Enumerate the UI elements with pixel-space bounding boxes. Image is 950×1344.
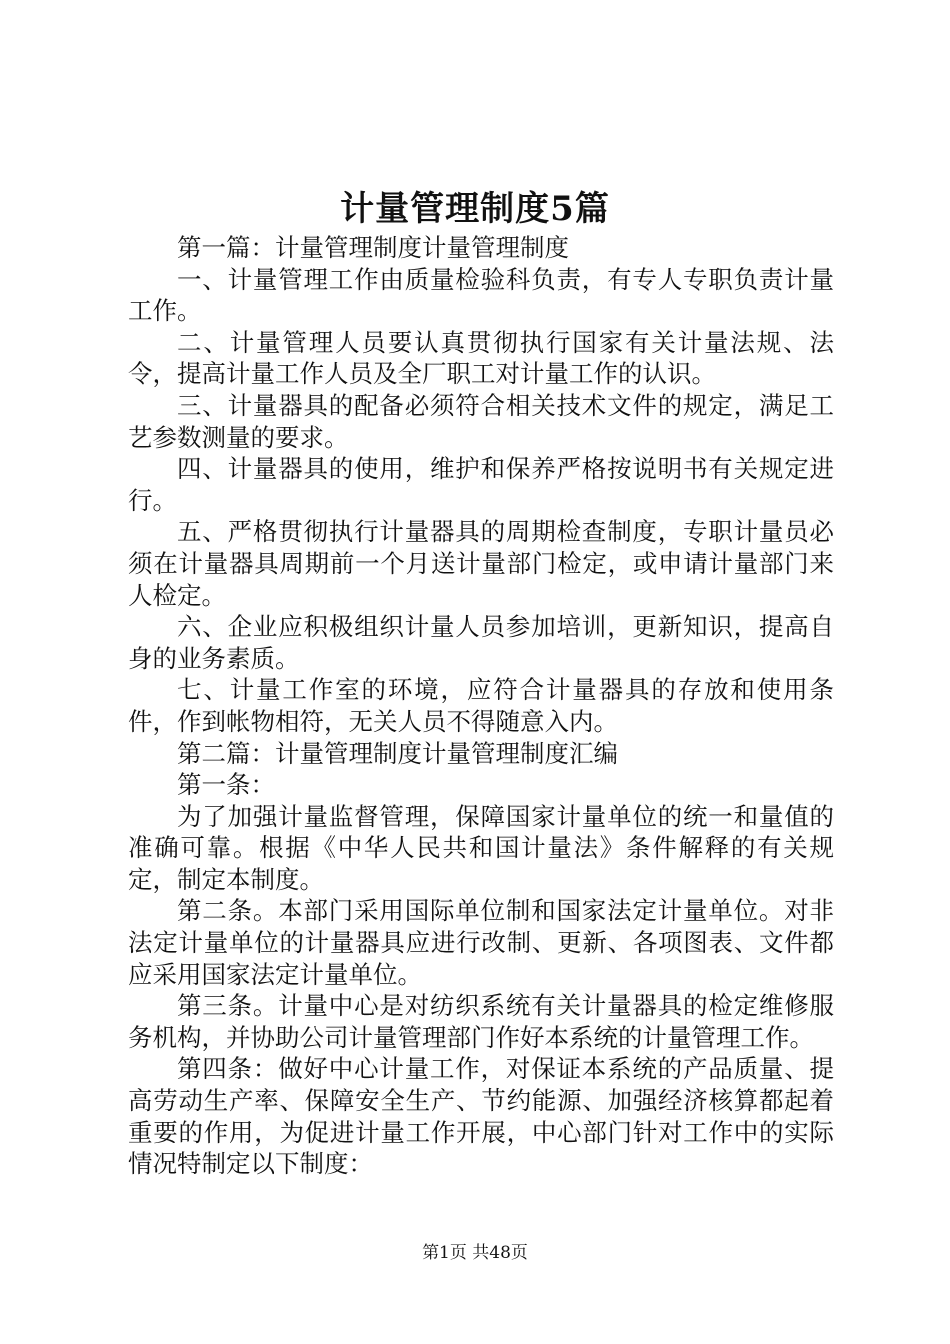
paragraph: 一、计量管理工作由质量检验科负责，有专人专职负责计量工作。	[128, 264, 834, 326]
page-footer: 第1页 共48页	[422, 1243, 528, 1263]
paragraph: 四、计量器具的使用，维护和保养严格按说明书有关规定进行。	[128, 454, 834, 515]
paragraph: 第一篇：计量管理制度计量管理制度	[177, 233, 569, 262]
paragraph: 第二条。本部门采用国际单位制和国家法定计量单位。对非法定计量单位的计量器具应进行改制、更新、各项图表、文件都应采用国家法定计量单位。	[128, 896, 834, 989]
paragraph: 第一条：	[177, 770, 275, 800]
paragraph: 三、计量器具的配备必须符合相关技术文件的规定，满足工艺参数测量的要求。	[128, 390, 834, 452]
paragraph: 第二篇：计量管理制度计量管理制度汇编	[177, 738, 618, 768]
paragraph: 为了加强计量监督管理，保障国家计量单位的统一和量值的准确可靠。根据《中华人民共和国计量法》条件解释的有关规定，制定本制度。	[128, 801, 834, 894]
paragraph: 第三条。计量中心是对纺织系统有关计量器具的检定维修服务机构，并协助公司计量管理部门作好本系统的计量管理工作。	[128, 991, 834, 1052]
paragraph: 六、企业应积极组织计量人员参加培训，更新知识，提高自身的业务素质。	[128, 612, 834, 673]
document-title: 计量管理制度5篇	[340, 189, 610, 229]
document-body	[128, 232, 834, 1180]
paragraph: 五、严格贯彻执行计量器具的周期检查制度，专职计量员必须在计量器具周期前一个月送计量部门检定，或申请计量部门来人检定。	[128, 517, 834, 610]
paragraph: 二、计量管理人员要认真贯彻执行国家有关计量法规、法令，提高计量工作人员及全厂职工对计量工作的认识。	[128, 327, 834, 389]
paragraph: 第四条：做好中心计量工作，对保证本系统的产品质量、提高劳动生产率、保障安全生产、节约能源、加强经济核算都起着重要的作用，为促进计量工作开展，中心部门针对工作中的实际情况特制定以下制度：	[128, 1054, 834, 1179]
paragraph: 七、计量工作室的环境，应符合计量器具的存放和使用条件，作到帐物相符，无关人员不得随意入内。	[128, 675, 834, 736]
